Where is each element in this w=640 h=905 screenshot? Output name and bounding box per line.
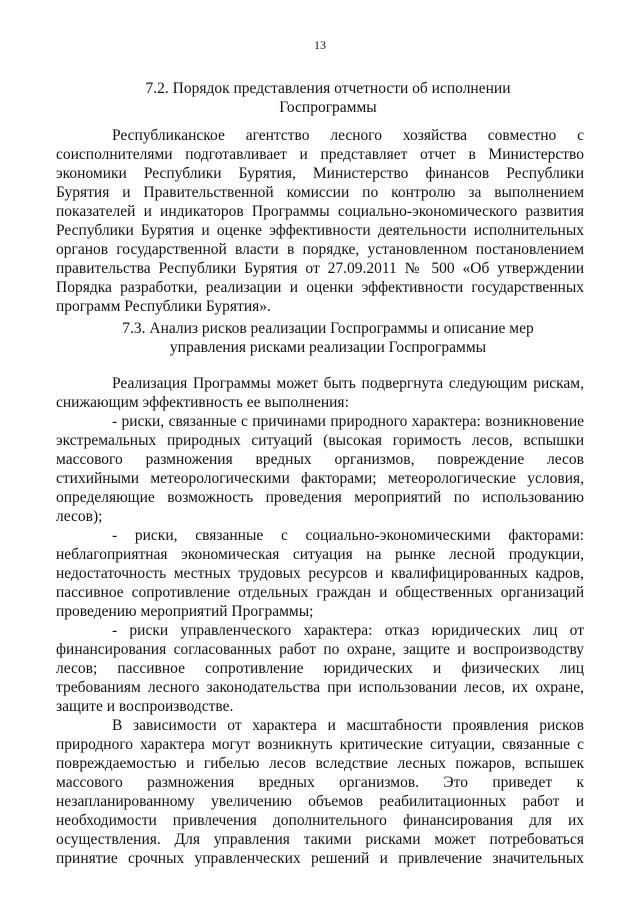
- section-7-3-heading: [112, 319, 544, 357]
- intro-body: [56, 393, 584, 412]
- page-number: 13: [314, 38, 326, 52]
- list-item-line: требованиям лесного законодательства при использовании лесов, их охране,: [56, 679, 584, 696]
- list-item-line: массового размножения вредных организмов, повреждение лесов: [56, 451, 584, 468]
- paragraph-line: природного характера могут возникнуть критические ситуации, связанные с: [56, 736, 584, 753]
- consequences-first-line: [112, 716, 584, 735]
- list-item-line: экстремальных природных ситуаций (высокая горимость лесов, вспышки: [56, 432, 584, 449]
- list-item-line: защите и воспроизводстве.: [56, 698, 234, 715]
- paragraph-line: необходимости привлечения дополнительного финансирования для их: [56, 812, 584, 829]
- paragraph-line: В зависимости от характера и масштабности проявления рисков: [112, 717, 584, 734]
- list-item-line: стихийными метеорологическими факторами; метеорологические условия,: [56, 470, 584, 487]
- heading-line: управления рисками реализации Госпрограммы: [169, 339, 487, 356]
- paragraph-line: Порядка разработки, реализации и оценки эффективности государственных: [56, 279, 584, 296]
- list-item-line: пассивное сопротивление отдельных граждан и общественных организаций: [56, 584, 584, 601]
- heading-line: 7.2. Порядок представления отчетности об исполнении: [145, 80, 511, 97]
- paragraph-line: программ Республики Бурятия».: [56, 298, 271, 315]
- risk-socio-first-line: [112, 526, 584, 545]
- section-7-2-paragraph: [112, 126, 584, 145]
- section-7-2-paragraph-body: [56, 145, 584, 316]
- intro-first-line: [112, 374, 584, 393]
- heading-line: Госпрограммы: [279, 99, 377, 116]
- paragraph-line: экономики Республики Бурятия, Министерство финансов Республики: [56, 165, 584, 182]
- risk-natural-body: [56, 431, 584, 526]
- paragraph-line: осуществления. Для управления такими рисками может потребоваться: [56, 831, 584, 848]
- paragraph-line: массового размножения вредных организмов. Это приведет к: [56, 774, 584, 791]
- paragraph-line: незапланированному увеличению объемов реабилитационных работ и: [56, 793, 584, 810]
- risk-socio-body: [56, 545, 584, 621]
- list-item-line: неблагоприятная экономическая ситуация на рынке лесной продукции,: [56, 546, 584, 563]
- list-item-line: финансирования согласованных работ по охране, защите и воспроизводству: [56, 641, 584, 658]
- section-7-2-heading: [112, 79, 544, 117]
- list-item-line: определяющие возможность проведения мероприятий по использованию: [56, 489, 584, 506]
- risk-management-first-line: [112, 621, 584, 640]
- list-item-line: лесов; пассивное сопротивление юридических и физических лиц: [56, 660, 584, 677]
- list-item-line: - риски, связанные с причинами природного характера: возникновение: [112, 413, 584, 430]
- paragraph-line: повреждаемостью и гибелью лесов вследствие лесных пожаров, вспышек: [56, 755, 584, 772]
- list-item-line: лесов);: [56, 508, 103, 525]
- paragraph-line: органов государственной власти в порядке, установленном постановлением: [56, 241, 584, 258]
- list-item-line: недостаточность местных трудовых ресурсов и квалифицированных кадров,: [56, 565, 584, 582]
- list-item-line: - риски, связанные с социально-экономическими факторами:: [112, 527, 584, 544]
- paragraph-line: снижающим эффективность ее выполнения:: [56, 394, 349, 411]
- paragraph-line: Реализация Программы может быть подвергнута следующим рискам,: [112, 375, 584, 392]
- paragraph-line: Республиканское агентство лесного хозяйства совместно с: [112, 127, 584, 144]
- paragraph-line: Республики Бурятия и оценке эффективности деятельности исполнительных: [56, 222, 584, 239]
- risk-natural-first-line: [112, 412, 584, 431]
- paragraph-line: правительства Республики Бурятия от 27.09.2011 № 500 «Об утверждении: [56, 260, 584, 277]
- paragraph-line: соисполнителями подготавливает и представляет отчет в Министерство: [56, 146, 584, 163]
- list-item-line: проведению мероприятий Программы;: [56, 603, 314, 620]
- paragraph-line: показателей и индикаторов Программы социально-экономического развития: [56, 203, 584, 220]
- paragraph-line: принятие срочных управленческих решений и привлечение значительных: [56, 850, 584, 867]
- consequences-body: [56, 735, 584, 868]
- paragraph-line: Бурятия и Правительственной комиссии по контролю за выполнением: [56, 184, 584, 201]
- heading-line: 7.3. Анализ рисков реализации Госпрограммы и описание мер: [122, 320, 534, 337]
- risk-management-body: [56, 640, 584, 716]
- list-item-line: - риски управленческого характера: отказ юридических лиц от: [112, 622, 584, 639]
